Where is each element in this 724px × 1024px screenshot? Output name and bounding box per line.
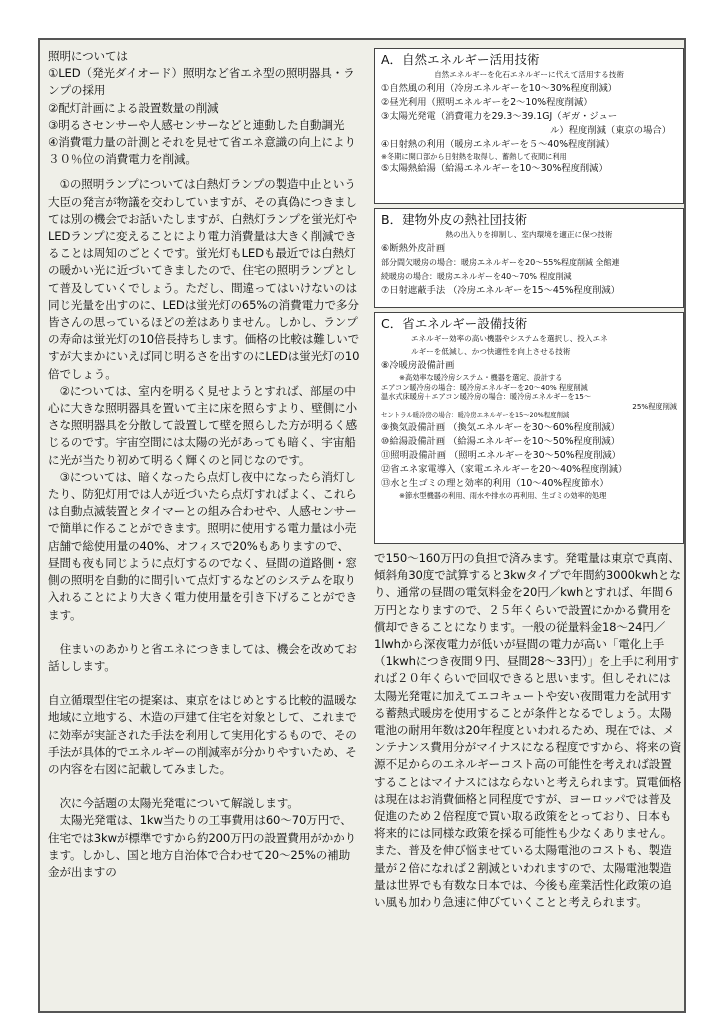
box-a-item-3-cont: ル）程度削減（東京の場合）	[550, 125, 671, 136]
lighting-item-1: ①LED（発光ダイオード）照明など省エネ型の照明器具・ランプの採用	[48, 66, 355, 98]
box-c-title: C．省エネルギー設備技術	[381, 316, 528, 331]
box-c-item-8-line-4: セントラル暖冷房の場合：暖冷房エネルギーを15～20%程度削減	[381, 411, 570, 419]
box-a-item-4: ④日射熱の利用（暖房エネルギーを５～40%程度削減）	[381, 139, 615, 150]
left-column	[48, 48, 360, 1008]
box-equipment	[374, 312, 684, 544]
box-a-title: A．自然エネルギー活用技術	[381, 52, 540, 67]
box-a-item-2: ②昼光利用（照明エネルギーを2～10%程度削減）	[381, 97, 593, 108]
box-c-subtitle-1: エネルギー効率の高い機器やシステムを選択し、投入エネ	[411, 334, 608, 343]
box-b-item-6-line-2: 続暖房の場合：暖房エネルギーを40～70% 程度削減	[381, 272, 572, 281]
box-a-item-3: ③太陽光発電（消費電力を29.3～39.1GJ（ギガ・ジュー	[381, 111, 618, 122]
box-natural-energy	[374, 48, 684, 204]
box-c-subtitle-2: ルギーを低減し、かつ快適性を向上させる技術	[411, 347, 571, 356]
box-c-item-10: ⑩給湯設備計画 （給湯エネルギーを10～50%程度削減）	[381, 435, 621, 447]
lighting-item-3: ③明るさセンサーや人感センサーなどと連動した自動調光	[48, 117, 345, 132]
box-b-item-6-line-1: 部分間欠暖房の場合：暖房エネルギーを20～55%程度削減 全館連	[381, 258, 620, 267]
paragraph-solar-continued: で150～160万円の負担で済みます。発電量は東京で真南、傾斜角30度で試算すると3kwタイプで年間約3000kwhとなり、通常の昼間の電気料金を20円／kwhとすれば、年間６万円となりますので、２５年くらいで設置にかかる費用を償却できることになります。一般の従量料金18～24円／1lwhから深夜電力が低いが昼間の電力が高い「電化上手（1kwhにつき夜間９円、昼間28～33円）」を上手に利用すれば２０年くらいで回収できると思います。但しそれには太陽光発電に加えてエコキュートや安い夜間電力を試用する蓄熱式暖房を使用することが条件となるでしょう。太陽電池の耐用年数は20年程度といわれるため、現在では、メンテナンス費用分がマイナスになる程度ですから、将来の資源不足からのエネルギーコスト高の可能性を考えれば設置することはマイナスにはならないと考えられます。買電価格は現在はお消費価格と同程度ですが、ヨーロッパでは普及促進のため２倍程度で買い取る政策をとっており、日本も将来的には同様な政策を採る可能性も少なくありません。また、普及を伸び悩ませている太陽電池のコストも、製造量が２倍になれば２割減といわれますので、太陽電池製造量は世界でも有数な日本では、今後も産業活性化政策の追い風も加わり急速に伸びていくことと考えられます。	[374, 551, 682, 910]
box-c-item-8-line-1: エアコン暖冷房の場合：暖冷房エネルギーを20～40% 程度削減	[381, 382, 588, 392]
box-c-item-8-note: ※高効率な暖冷房システム・機器を選定、設計する	[399, 373, 563, 382]
paragraph-closing: 住まいのあかりと省エネにつきましては、機会を改めてお話しします。	[48, 641, 357, 673]
paragraph-layout: ②については、室内を明るく見せようとすれば、部屋の中心に大きな照明器具を置いて主に床を照らすより、壁側に小さな照明器具を分散して設置して壁を照らした方が明るく感じるのです。宇宙空間には太陽の光があっても暗く、宇宙船に光が当たり初めて明るく輝くのと同じなのです。	[48, 383, 357, 467]
box-a-item-4-note: ※冬期に開口部から日射熱を取得し、蓄熱して夜間に利用	[381, 152, 567, 161]
box-a-item-5: ⑤太陽熱給湯（給湯エネルギーを10～30%程度削減）	[381, 162, 608, 174]
box-a-item-1: ①自然風の利用（冷房エネルギーを10～30%程度削減）	[381, 83, 618, 94]
paragraph-led: ①の照明ランプについては白熱灯ランプの製造中止という大臣の発言が物議を交わしていますが、その真偽につきましては別の機会でお話いたしますが、白熱灯ランプを蛍光灯やLEDランプに変えることにより電力消費量は大きく削減できることは周知のごとくです。蛍光灯もLEDも最近では白熱灯の暖かい光に近づいてきましたので、住宅の照明ランプとして普及していくでしょう。ただし、間違ってはいけないのは同じ光量を出すのに、LEDは蛍光灯の65%の消費電力で多分皆さんの思っているほどの差はありません。しかし、ランプの寿命は蛍光灯の10倍長持ちします。価格の比較は難しいですが大まかにいえば同じ明るさを出すのにLEDは蛍光灯の10倍でしょう。	[48, 177, 360, 381]
box-a-subtitle: 自然エネルギーを化石エネルギーに代えて活用する技術	[434, 70, 624, 79]
box-c-item-8-line-3: 25%程度削減	[632, 401, 677, 411]
box-c-item-13: ⑬水と生ゴミの理と効率的利用（10～40%程度節水）	[381, 477, 609, 489]
box-c-item-13-note: ※節水型機器の利用、雨水や排水の再利用、生ゴミの効率的処理	[399, 490, 607, 500]
paragraph-solar-cost: 太陽光発電は、1kw当たりの工事費用は60～70万円で、住宅では3kwが標準ですから約200万円の設置費用がかかります。しかし、国と地方自治体で合わせて20～25%の補助金が出ますの	[48, 813, 357, 879]
lighting-heading: 照明については	[48, 49, 128, 63]
box-b-item-7: ⑦日射遮蔽手法 （冷房エネルギーを15～45%程度削減）	[381, 285, 621, 296]
box-c-item-12: ⑫省エネ家電導入（家電エネルギーを20～40%程度削減）	[381, 463, 628, 475]
box-c-item-9: ⑨換気設備計画 （換気エネルギーを30～60%程度削減）	[381, 421, 621, 433]
box-b-subtitle: 熱の出入りを抑制し、室内環境を適正に保つ技術	[445, 230, 613, 239]
paragraph-housing: 自立循環型住宅の提案は、東京をはじめとする比較的温暖な地域に立地する、木造の戸建て住宅を対象として、これまでに効率が実証された手法を利用して実用化するもので、その手法が具体的でエネルギーの削減率が分かりやすいため、その内容を右図に記載してみました。	[48, 693, 357, 776]
lighting-item-4: ④消費電力量の計測とそれを見せて省エネ意識の向上により３０％位の消費電力を削減。	[48, 135, 356, 167]
paragraph-sensors: ③については、暗くなったら点灯し夜中になったら消灯したり、防犯灯用では人が近づいたら点灯すればよく、これらは自動点滅装置とタイマーとの組み合わせや、人感センサーで簡単に作ることができます。照明に使用する電力量は小売店舗で総使用量の40%、オフィスで20%もありますので、昼間も夜も同じように点灯するのでなく、昼間の道路側・窓側の照明を自動的に間引いて点灯するなどのシステムを取り入れることにより大きく電力使用量を引き下げることができます。	[48, 469, 357, 622]
box-b-item-6: ⑥断熱外皮計画	[381, 243, 446, 254]
box-c-item-11: ⑪照明設備計画 （照明エネルギーを30～50%程度削減）	[381, 449, 621, 461]
lighting-item-2: ②配灯計画による設置数量の削減	[48, 100, 219, 115]
right-column	[374, 550, 682, 911]
box-c-item-8-line-2: 温水式床暖房＋エアコン暖冷房の場合：暖冷房エネルギーを15～	[381, 392, 592, 401]
box-c-item-8: ⑧冷暖房設備計画	[381, 360, 455, 371]
box-building-envelope	[374, 208, 684, 308]
box-b-title: B．建物外皮の熱社団技術	[381, 212, 528, 227]
paragraph-solar-intro: 次に今話題の太陽光発電について解説します。	[59, 796, 299, 811]
